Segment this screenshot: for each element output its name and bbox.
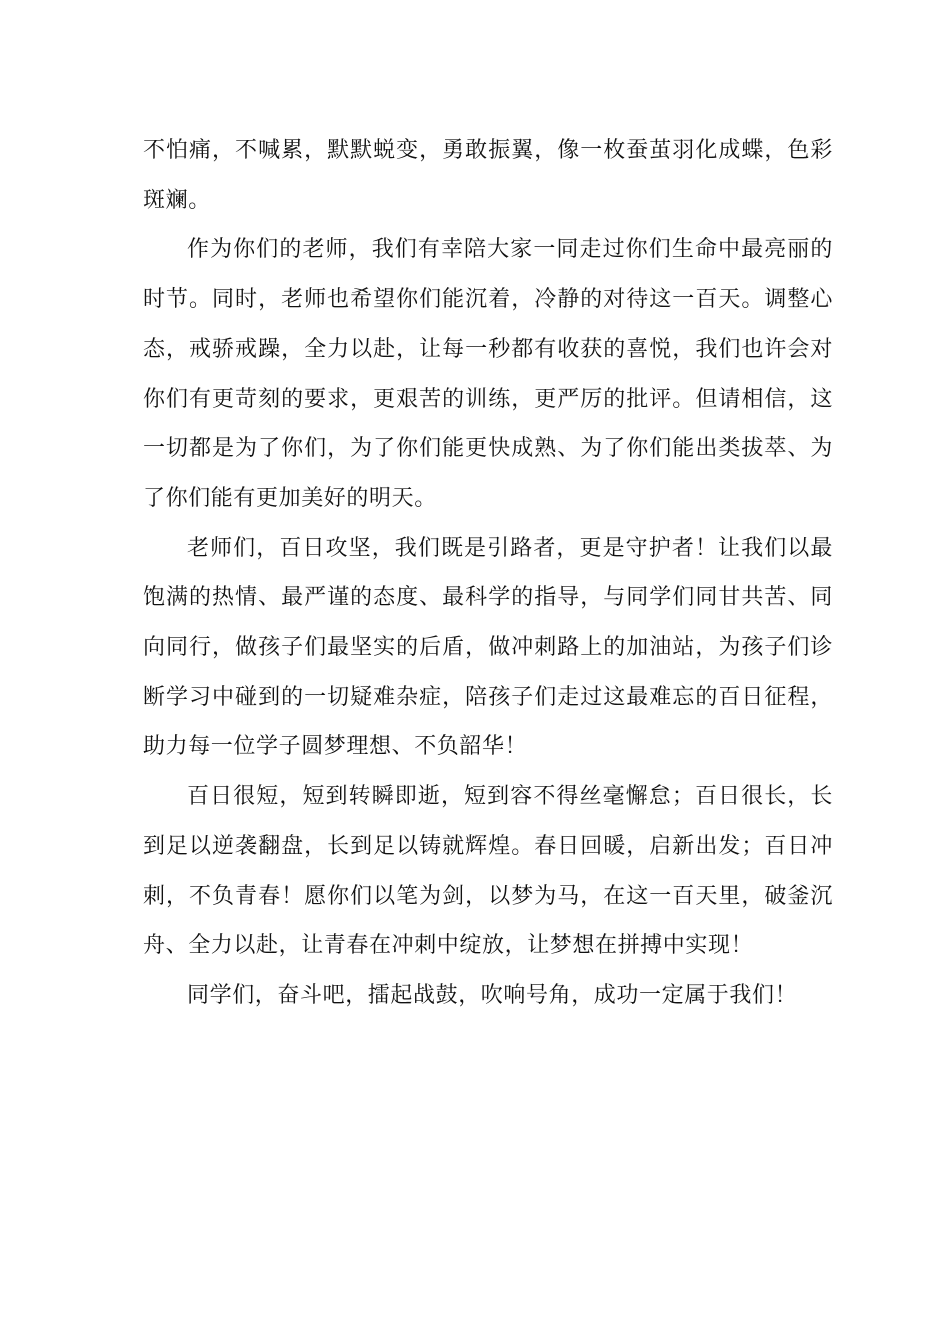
paragraph-1: 不怕痛，不喊累，默默蜕变，勇敢振翼，像一枚蚕茧羽化成蝶，色彩斑斓。 — [143, 138, 833, 213]
paragraph-5: 同学们，奋斗吧，擂起战鼓，吹响号角，成功一定属于我们！ — [187, 982, 798, 1008]
document-body — [143, 126, 833, 1021]
paragraph-2: 作为你们的老师，我们有幸陪大家一同走过你们生命中最亮丽的时节。同时，老师也希望你们能沉着，冷静的对待这一百天。调整心态，戒骄戒躁，全力以赴，让每一秒都有收获的喜悦，我们也许会对你们有更苛刻的要求，更艰苦的训练，更严厉的批评。但请相信，这一切都是为了你们，为了你们能更快成熟、为了你们能出类拔萃、为了你们能有更加美好的明天。 — [143, 237, 833, 511]
paragraph-3: 老师们，百日攻坚，我们既是引路者，更是守护者！让我们以最饱满的热情、最严谨的态度、最科学的指导，与同学们同甘共苦、同向同行，做孩子们最坚实的后盾，做冲刺路上的加油站，为孩子们诊断学习中碰到的一切疑难杂症，陪孩子们走过这最难忘的百日征程，助力每一位学子圆梦理想、不负韶华！ — [143, 535, 833, 760]
paragraph-4: 百日很短，短到转瞬即逝，短到容不得丝毫懈怠；百日很长，长到足以逆袭翻盘，长到足以铸就辉煌。春日回暖，启新出发；百日冲刺，不负青春！愿你们以笔为剑，以梦为马，在这一百天里，破釜沉舟、全力以赴，让青春在冲刺中绽放，让梦想在拼搏中实现！ — [143, 784, 833, 959]
